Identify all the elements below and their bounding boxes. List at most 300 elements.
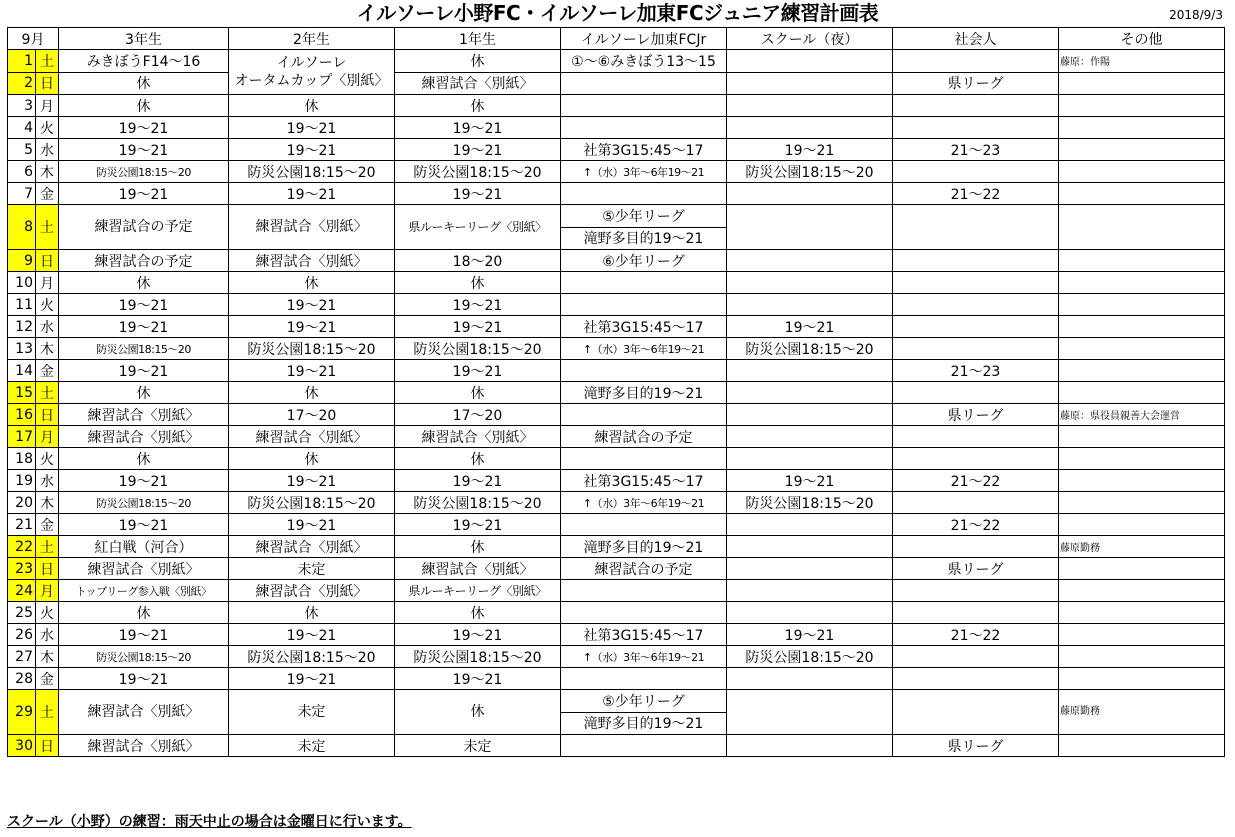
cell-kato-jr: ⑥少年リーグ xyxy=(561,250,727,272)
weekday: 金 xyxy=(36,514,59,536)
cell-grade1: 防災公園18:15～20 xyxy=(395,338,561,360)
cell-grade2: 休 xyxy=(229,602,395,624)
cell-other xyxy=(1059,492,1225,514)
cell-grade3: 19～21 xyxy=(59,470,229,492)
cell-adult xyxy=(893,646,1059,668)
cell-other xyxy=(1059,250,1225,272)
cell-school xyxy=(727,690,893,735)
cell-kato-jr xyxy=(561,294,727,316)
cell-other xyxy=(1059,426,1225,448)
cell-grade3: 休 xyxy=(59,72,229,95)
cell-kato-jr: 社第3G15:45～17 xyxy=(561,624,727,646)
table-row xyxy=(8,250,1225,272)
cell-kato-jr xyxy=(561,360,727,382)
cell-grade2: 休 xyxy=(229,272,395,294)
cell-grade2: 練習試合〈別紙〉 xyxy=(229,250,395,272)
cell-school: 防災公園18:15～20 xyxy=(727,338,893,360)
cell-kato-jr xyxy=(561,668,727,690)
cell-adult xyxy=(893,690,1059,735)
cell-grade3: 休 xyxy=(59,602,229,624)
cell-grade1: 休 xyxy=(395,448,561,470)
weekday: 土 xyxy=(36,50,59,73)
cell-school xyxy=(727,536,893,558)
cell-school xyxy=(727,426,893,448)
day-number: 10 xyxy=(8,272,36,294)
cell-grade3: 19～21 xyxy=(59,624,229,646)
cell-other xyxy=(1059,161,1225,183)
cell-grade1: 休 xyxy=(395,536,561,558)
cell-other xyxy=(1059,382,1225,404)
weekday: 火 xyxy=(36,602,59,624)
cell-grade1: 19～21 xyxy=(395,668,561,690)
day-number: 14 xyxy=(8,360,36,382)
day-number: 18 xyxy=(8,448,36,470)
weekday: 月 xyxy=(36,272,59,294)
cell-kato-jr: 練習試合の予定 xyxy=(561,426,727,448)
cell-grade1: 休 xyxy=(395,50,561,73)
cell-other xyxy=(1059,602,1225,624)
cell-grade3: 休 xyxy=(59,95,229,117)
weekday: 火 xyxy=(36,448,59,470)
cell-grade2: 練習試合〈別紙〉 xyxy=(229,536,395,558)
cell-kato-jr xyxy=(561,205,727,250)
table-row xyxy=(8,316,1225,338)
weekday: 月 xyxy=(36,95,59,117)
cell-grade1: 19～21 xyxy=(395,117,561,139)
cell-school xyxy=(727,117,893,139)
cell-other xyxy=(1059,117,1225,139)
cell-kato-jr xyxy=(561,602,727,624)
table-row xyxy=(8,360,1225,382)
cell-other xyxy=(1059,470,1225,492)
cell-grade3: 19～21 xyxy=(59,514,229,536)
cell-grade2: 17～20 xyxy=(229,404,395,426)
cell-school xyxy=(727,668,893,690)
day-number: 9 xyxy=(8,250,36,272)
table-row xyxy=(8,117,1225,139)
cell-grade3: トップリーグ参入戦〈別紙〉 xyxy=(59,580,229,602)
cell-other xyxy=(1059,646,1225,668)
day-number: 5 xyxy=(8,139,36,161)
footer-note: スクール（小野）の練習：雨天中止の場合は金曜日に行います。 xyxy=(7,814,412,830)
weekday: 火 xyxy=(36,117,59,139)
table-row xyxy=(8,183,1225,205)
cell-grade3: 19～21 xyxy=(59,294,229,316)
cell-school: 19～21 xyxy=(727,470,893,492)
day-number: 3 xyxy=(8,95,36,117)
weekday: 日 xyxy=(36,735,59,757)
cell-grade2: 練習試合〈別紙〉 xyxy=(229,426,395,448)
weekday: 金 xyxy=(36,668,59,690)
cell-other xyxy=(1059,580,1225,602)
weekday: 水 xyxy=(36,624,59,646)
weekday: 日 xyxy=(36,250,59,272)
cell-grade1: 県ルーキーリーグ〈別紙〉 xyxy=(395,580,561,602)
weekday: 木 xyxy=(36,338,59,360)
cell-school: 防災公園18:15～20 xyxy=(727,492,893,514)
cell-adult: 県リーグ xyxy=(893,72,1059,95)
cell-grade3: 練習試合〈別紙〉 xyxy=(59,558,229,580)
weekday: 日 xyxy=(36,558,59,580)
weekday: 火 xyxy=(36,294,59,316)
cell-kato-jr: ↑（水）3年～6年19～21 xyxy=(561,161,727,183)
page-title: イルソーレ小野FC・イルソーレ加東FCジュニア練習計画表 xyxy=(356,1,879,25)
weekday: 日 xyxy=(36,404,59,426)
cell-grade2: 19～21 xyxy=(229,514,395,536)
cell-adult xyxy=(893,492,1059,514)
day-number: 8 xyxy=(8,205,36,250)
cell-grade2: イルソーレ オータムカップ〈別紙〉 xyxy=(229,50,395,95)
cell-grade1: 防災公園18:15～20 xyxy=(395,646,561,668)
cell-grade3: 19～21 xyxy=(59,117,229,139)
cell-grade3: 19～21 xyxy=(59,360,229,382)
weekday: 木 xyxy=(36,646,59,668)
cell-grade1: 18～20 xyxy=(395,250,561,272)
cell-grade1: 県ルーキーリーグ〈別紙〉 xyxy=(395,205,561,250)
schedule-table xyxy=(7,27,1225,757)
weekday: 木 xyxy=(36,161,59,183)
table-row xyxy=(8,735,1225,757)
cell-other xyxy=(1059,139,1225,161)
cell-adult xyxy=(893,272,1059,294)
cell-other xyxy=(1059,294,1225,316)
header-kato-jr: イルソーレ加東FCJr xyxy=(561,28,727,50)
cell-kato-jr: 社第3G15:45～17 xyxy=(561,139,727,161)
cell-adult xyxy=(893,382,1059,404)
cell-grade2: 練習試合〈別紙〉 xyxy=(229,580,395,602)
table-row xyxy=(8,205,1225,250)
cell-grade3: 休 xyxy=(59,272,229,294)
table-row xyxy=(8,272,1225,294)
cell-school: 防災公園18:15～20 xyxy=(727,161,893,183)
weekday: 水 xyxy=(36,470,59,492)
kato-jr-line-1: ⑤少年リーグ xyxy=(602,208,685,225)
cell-kato-jr xyxy=(561,735,727,757)
day-number: 17 xyxy=(8,426,36,448)
cell-grade3: 休 xyxy=(59,382,229,404)
cell-other xyxy=(1059,183,1225,205)
header-school: スクール（夜） xyxy=(727,28,893,50)
cell-kato-jr xyxy=(561,404,727,426)
table-row xyxy=(8,72,1225,95)
cell-adult xyxy=(893,95,1059,117)
table-row xyxy=(8,448,1225,470)
cell-other: 藤原勤務 xyxy=(1059,536,1225,558)
cell-adult: 21～22 xyxy=(893,470,1059,492)
cell-school xyxy=(727,514,893,536)
cell-adult xyxy=(893,250,1059,272)
cell-adult xyxy=(893,668,1059,690)
cell-adult: 県リーグ xyxy=(893,735,1059,757)
cell-grade2: 19～21 xyxy=(229,360,395,382)
table-row xyxy=(8,536,1225,558)
table-row xyxy=(8,624,1225,646)
day-number: 29 xyxy=(8,690,36,735)
weekday: 土 xyxy=(36,205,59,250)
cell-school xyxy=(727,50,893,73)
cell-grade3: 練習試合〈別紙〉 xyxy=(59,404,229,426)
cell-adult xyxy=(893,602,1059,624)
cell-school: 19～21 xyxy=(727,316,893,338)
cell-other xyxy=(1059,72,1225,95)
cell-grade2: 休 xyxy=(229,448,395,470)
cell-grade1: 休 xyxy=(395,602,561,624)
cell-grade2: 19～21 xyxy=(229,139,395,161)
cell-kato-jr: 社第3G15:45～17 xyxy=(561,316,727,338)
weekday: 土 xyxy=(36,690,59,735)
cell-adult xyxy=(893,117,1059,139)
cell-school xyxy=(727,95,893,117)
weekday: 日 xyxy=(36,72,59,95)
cell-school xyxy=(727,205,893,250)
weekday: 水 xyxy=(36,139,59,161)
cell-grade2: 防災公園18:15～20 xyxy=(229,161,395,183)
cell-grade1: 19～21 xyxy=(395,139,561,161)
cell-kato-jr xyxy=(561,272,727,294)
cell-grade2: 休 xyxy=(229,382,395,404)
cell-kato-jr: 滝野多目的19～21 xyxy=(561,382,727,404)
table-row xyxy=(8,690,1225,735)
cell-grade1: 19～21 xyxy=(395,360,561,382)
cell-school xyxy=(727,272,893,294)
table-row xyxy=(8,668,1225,690)
weekday: 水 xyxy=(36,316,59,338)
cell-grade1: 練習試合〈別紙〉 xyxy=(395,426,561,448)
cell-adult: 21～23 xyxy=(893,139,1059,161)
header-month: 9月 xyxy=(8,28,59,50)
cell-kato-jr xyxy=(561,117,727,139)
cell-other: 藤原：県役員親善大会運営 xyxy=(1059,404,1225,426)
cell-other xyxy=(1059,735,1225,757)
cell-other xyxy=(1059,316,1225,338)
cell-kato-jr: ↑（水）3年～6年19～21 xyxy=(561,492,727,514)
table-row xyxy=(8,580,1225,602)
day-number: 19 xyxy=(8,470,36,492)
day-number: 12 xyxy=(8,316,36,338)
day-number: 2 xyxy=(8,72,36,95)
cell-school xyxy=(727,382,893,404)
cell-school: 19～21 xyxy=(727,139,893,161)
cell-grade2: 19～21 xyxy=(229,624,395,646)
day-number: 20 xyxy=(8,492,36,514)
weekday: 土 xyxy=(36,382,59,404)
cell-adult xyxy=(893,338,1059,360)
weekday: 金 xyxy=(36,360,59,382)
cell-grade2: 防災公園18:15～20 xyxy=(229,646,395,668)
cell-grade1: 防災公園18:15～20 xyxy=(395,492,561,514)
cell-grade2: 19～21 xyxy=(229,294,395,316)
cell-kato-jr: 滝野多目的19～21 xyxy=(561,536,727,558)
cell-grade1: 19～21 xyxy=(395,316,561,338)
header-other: その他 xyxy=(1059,28,1225,50)
header-grade2: 2年生 xyxy=(229,28,395,50)
cell-grade1: 未定 xyxy=(395,735,561,757)
table-row xyxy=(8,514,1225,536)
cell-kato-jr xyxy=(561,183,727,205)
cell-grade2: 防災公園18:15～20 xyxy=(229,338,395,360)
cell-grade2: 練習試合〈別紙〉 xyxy=(229,205,395,250)
cell-other xyxy=(1059,448,1225,470)
cell-grade3: 19～21 xyxy=(59,316,229,338)
cell-other xyxy=(1059,338,1225,360)
header-row xyxy=(8,28,1225,50)
cell-grade1: 19～21 xyxy=(395,514,561,536)
table-row xyxy=(8,338,1225,360)
header-grade3: 3年生 xyxy=(59,28,229,50)
cell-grade1: 19～21 xyxy=(395,294,561,316)
day-number: 7 xyxy=(8,183,36,205)
cell-adult: 21～23 xyxy=(893,360,1059,382)
issue-date: 2018/9/3 xyxy=(1169,8,1223,22)
day-number: 21 xyxy=(8,514,36,536)
cell-grade3: 19～21 xyxy=(59,183,229,205)
cell-adult: 21～22 xyxy=(893,183,1059,205)
day-number: 13 xyxy=(8,338,36,360)
cell-grade3: 19～21 xyxy=(59,139,229,161)
cell-school xyxy=(727,602,893,624)
cell-school xyxy=(727,735,893,757)
cell-grade3: 防災公園18:15～20 xyxy=(59,161,229,183)
weekday: 金 xyxy=(36,183,59,205)
table-row xyxy=(8,161,1225,183)
cell-other xyxy=(1059,668,1225,690)
day-number: 24 xyxy=(8,580,36,602)
cell-grade1: 休 xyxy=(395,690,561,735)
cell-other xyxy=(1059,95,1225,117)
cell-kato-jr: ①～⑥みきぼう13～15 xyxy=(561,50,727,73)
cell-adult: 県リーグ xyxy=(893,558,1059,580)
cell-kato-jr xyxy=(561,514,727,536)
cell-grade2: 19～21 xyxy=(229,470,395,492)
cell-grade3: 防災公園18:15～20 xyxy=(59,338,229,360)
weekday: 月 xyxy=(36,426,59,448)
table-row xyxy=(8,95,1225,117)
cell-adult xyxy=(893,426,1059,448)
cell-kato-jr xyxy=(561,690,727,735)
kato-jr-line-1: ⑤少年リーグ xyxy=(602,693,685,710)
cell-grade3: 練習試合の予定 xyxy=(59,250,229,272)
cell-grade1: 休 xyxy=(395,272,561,294)
cell-grade2: 防災公園18:15～20 xyxy=(229,492,395,514)
table-row xyxy=(8,470,1225,492)
day-number: 4 xyxy=(8,117,36,139)
cell-adult xyxy=(893,448,1059,470)
cell-school xyxy=(727,558,893,580)
day-number: 22 xyxy=(8,536,36,558)
cell-other xyxy=(1059,272,1225,294)
cell-adult xyxy=(893,316,1059,338)
kato-jr-line-2: 滝野多目的19～21 xyxy=(561,712,726,735)
cell-kato-jr xyxy=(561,448,727,470)
day-number: 27 xyxy=(8,646,36,668)
day-number: 15 xyxy=(8,382,36,404)
day-number: 16 xyxy=(8,404,36,426)
cell-grade2: 19～21 xyxy=(229,117,395,139)
kato-jr-line-2: 滝野多目的19～21 xyxy=(561,227,726,250)
day-number: 25 xyxy=(8,602,36,624)
cell-other xyxy=(1059,558,1225,580)
cell-grade2: 未定 xyxy=(229,690,395,735)
header-grade1: 1年生 xyxy=(395,28,561,50)
cell-kato-jr xyxy=(561,72,727,95)
table-row xyxy=(8,404,1225,426)
cell-other xyxy=(1059,205,1225,250)
cell-grade1: 練習試合〈別紙〉 xyxy=(395,72,561,95)
weekday: 土 xyxy=(36,536,59,558)
cell-school xyxy=(727,250,893,272)
cell-grade3: 防災公園18:15～20 xyxy=(59,646,229,668)
day-number: 30 xyxy=(8,735,36,757)
cell-grade3: 紅白戦（河合） xyxy=(59,536,229,558)
cell-grade2: 休 xyxy=(229,95,395,117)
table-row xyxy=(8,50,1225,73)
cell-kato-jr: 練習試合の予定 xyxy=(561,558,727,580)
cell-school: 防災公園18:15～20 xyxy=(727,646,893,668)
weekday: 木 xyxy=(36,492,59,514)
day-number: 1 xyxy=(8,50,36,73)
cell-other: 藤原勤務 xyxy=(1059,690,1225,735)
cell-grade1: 19～21 xyxy=(395,470,561,492)
cell-school xyxy=(727,183,893,205)
cell-school xyxy=(727,360,893,382)
cell-grade3: 練習試合〈別紙〉 xyxy=(59,735,229,757)
table-row xyxy=(8,602,1225,624)
day-number: 26 xyxy=(8,624,36,646)
table-row xyxy=(8,558,1225,580)
cell-grade1: 練習試合〈別紙〉 xyxy=(395,558,561,580)
day-number: 23 xyxy=(8,558,36,580)
cell-adult: 21～22 xyxy=(893,624,1059,646)
cell-grade3: 練習試合〈別紙〉 xyxy=(59,426,229,448)
cell-grade3: 休 xyxy=(59,448,229,470)
day-number: 6 xyxy=(8,161,36,183)
cell-adult: 県リーグ xyxy=(893,404,1059,426)
weekday: 月 xyxy=(36,580,59,602)
cell-other xyxy=(1059,624,1225,646)
cell-other xyxy=(1059,514,1225,536)
cell-kato-jr xyxy=(561,95,727,117)
cell-school xyxy=(727,580,893,602)
cell-grade1: 19～21 xyxy=(395,183,561,205)
cell-grade2: 19～21 xyxy=(229,316,395,338)
cell-school: 19～21 xyxy=(727,624,893,646)
cell-grade1: 防災公園18:15～20 xyxy=(395,161,561,183)
cell-grade1: 休 xyxy=(395,95,561,117)
cell-school xyxy=(727,404,893,426)
cell-kato-jr: 社第3G15:45～17 xyxy=(561,470,727,492)
cell-grade2: 未定 xyxy=(229,558,395,580)
day-number: 11 xyxy=(8,294,36,316)
cell-adult: 21～22 xyxy=(893,514,1059,536)
table-row xyxy=(8,492,1225,514)
cell-grade3: みきぼうF14～16 xyxy=(59,50,229,73)
cell-school xyxy=(727,294,893,316)
day-number: 28 xyxy=(8,668,36,690)
cell-adult xyxy=(893,294,1059,316)
cell-grade1: 19～21 xyxy=(395,624,561,646)
cell-adult xyxy=(893,205,1059,250)
cell-grade3: 防災公園18:15～20 xyxy=(59,492,229,514)
table-row xyxy=(8,294,1225,316)
table-row xyxy=(8,646,1225,668)
cell-grade3: 練習試合〈別紙〉 xyxy=(59,690,229,735)
cell-grade1: 17～20 xyxy=(395,404,561,426)
header-adult: 社会人 xyxy=(893,28,1059,50)
cell-adult xyxy=(893,536,1059,558)
cell-kato-jr: ↑（水）3年～6年19～21 xyxy=(561,338,727,360)
cell-other xyxy=(1059,360,1225,382)
cell-adult xyxy=(893,50,1059,73)
